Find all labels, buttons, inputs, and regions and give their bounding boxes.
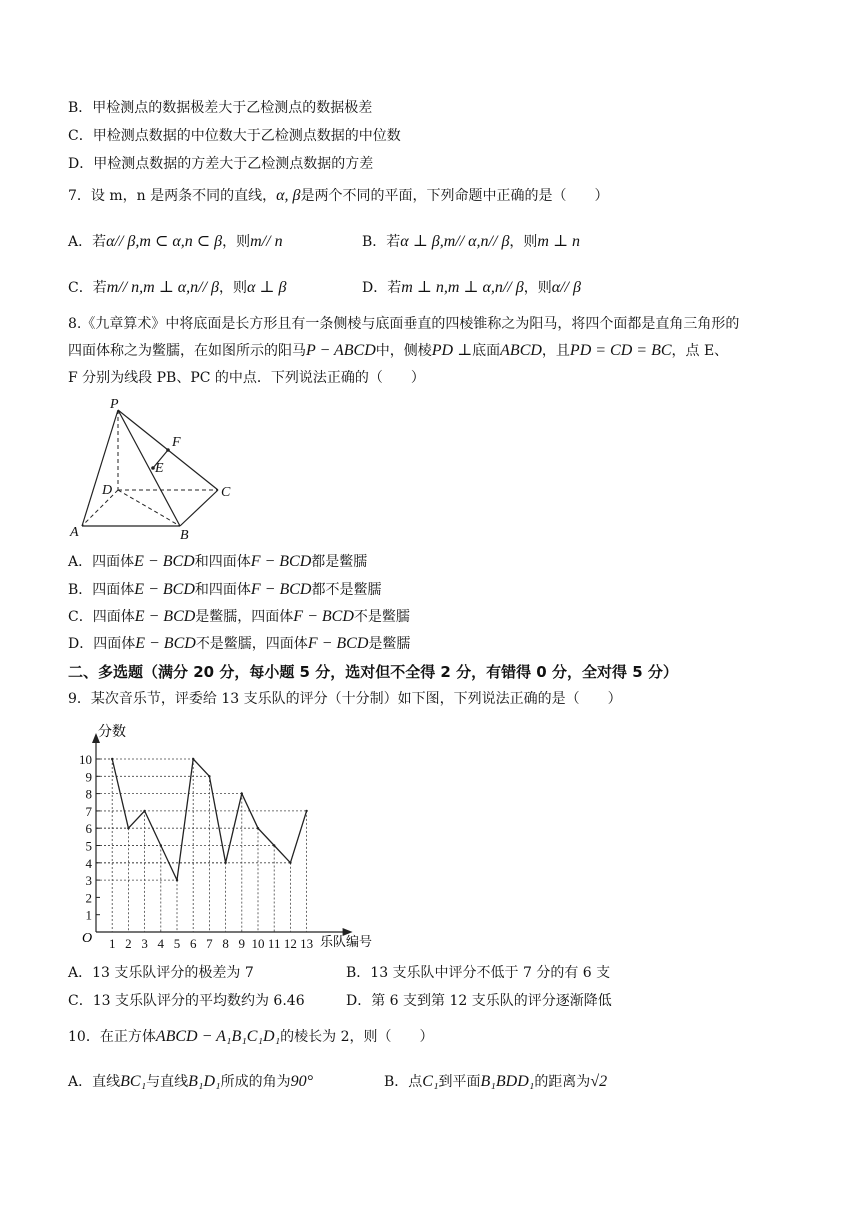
x-tick-label: 8 [222,936,229,951]
y-tick-label: 2 [85,890,92,906]
x-tick-label: 5 [173,936,181,951]
x-tick-label: 9 [238,936,246,951]
q10-stem: 10．在正方体ABCD − A₁B₁C₁D₁的棱长为 2，则（ ） [68,1028,434,1045]
q6-option-d: D．甲检测点数据的方差大于乙检测点数据的方差 [68,156,374,172]
q10-option-b: B．点C₁到平面B₁BDD₁的距离为√2 [384,1073,608,1090]
edge-pa [82,410,118,526]
y-tick-label: 1 [85,907,92,923]
x-tick-label: 7 [206,936,213,951]
origin-label: O [82,931,93,946]
q7-option-a: A．若α// β,m ⊂ α,n ⊂ β，则m// n [68,233,283,250]
data-point [241,792,243,794]
label-b: B [180,528,189,543]
edge-pb [118,410,180,526]
q8-option-b: B．四面体E − BCD和四面体F − BCD都不是鳖臑 [68,581,382,598]
q7-option-d: D．若m ⊥ n,m ⊥ α,n// β，则α// β [362,279,581,296]
q9-score-chart [66,716,396,956]
q8-stem-line1: 8.《九章算术》中将底面是长方形且有一条侧棱与底面垂直的四棱锥称之为阳马，将四个面都是直角三角形的 [68,316,740,332]
q7-stem: 7．设 m，n 是两条不同的直线，α, β是两个不同的平面，下列命题中正确的是（ ） [68,187,609,204]
data-point [224,862,226,864]
x-tick-label: 6 [189,936,197,951]
x-tick-label: 10 [251,936,265,951]
q8-pyramid-figure [66,394,246,544]
y-tick-label: 9 [85,769,92,785]
q6-option-b: B．甲检测点的数据极差大于乙检测点的数据极差 [68,100,373,116]
q8-option-d: D．四面体E − BCD不是鳖臑，四面体F − BCD是鳖臑 [68,635,411,652]
q9-stem: 9．某次音乐节，评委给 13 支乐队的评分（十分制）如下图，下列说法正确的是（ ） [68,691,622,707]
x-tick-label: 12 [283,936,297,951]
y-tick-label: 5 [85,838,92,854]
label-f: F [172,435,181,450]
data-point [111,758,113,760]
section2-heading: 二、多选题（满分 20 分，每小题 5 分，选对但不全得 2 分，有错得 0 分，全对得 5 分） [68,663,678,681]
q7-option-c: C．若m// n,m ⊥ α,n// β，则α ⊥ β [68,279,287,296]
q9-option-d: D．第 6 支到第 12 支乐队的评分逐渐降低 [346,993,612,1009]
y-axis-label: 分数 [98,724,126,740]
y-tick-label: 7 [85,803,92,819]
q6-option-c: C．甲检测点数据的中位数大于乙检测点数据的中位数 [68,128,401,144]
q9-option-a: A．13 支乐队评分的极差为 7 [68,965,254,981]
q9-option-c: C．13 支乐队评分的平均数约为 6.46 [68,993,305,1009]
label-d: D [102,483,113,498]
y-tick-label: 3 [85,873,92,889]
data-point [176,879,178,881]
q8-stem-line2: 四面体称之为鳖臑，在如图所示的阳马P − ABCD中，侧棱PD ⊥底面ABCD，且PD = CD = BC，点 E、 [68,342,729,359]
x-tick-label: 3 [141,936,148,951]
x-tick-label: 11 [267,936,281,951]
label-p: P [110,397,119,412]
q8-option-c: C．四面体E − BCD是鳖臑，四面体F − BCD不是鳖臑 [68,608,410,625]
label-a: A [70,525,79,540]
y-tick-label: 6 [85,821,92,837]
data-point [192,758,194,760]
data-point [208,775,210,777]
x-tick-label: 4 [157,936,165,951]
x-tick-label: 13 [300,936,314,951]
data-point [305,810,307,812]
y-tick-label: 4 [85,855,92,871]
q8-option-a: A．四面体E − BCD和四面体F − BCD都是鳖臑 [68,553,368,570]
data-point [160,844,162,846]
y-tick-label: 10 [79,752,92,767]
q10-option-a: A．直线BC₁与直线B₁D₁所成的角为90° [68,1073,313,1090]
data-point [289,862,291,864]
data-point [257,827,259,829]
label-c: C [221,485,231,500]
x-tick-label: 1 [108,936,116,951]
label-e: E [155,461,164,476]
q7-option-b: B．若α ⊥ β,m// α,n// β，则m ⊥ n [362,233,581,250]
x-axis-label: 乐队编号 [320,935,373,950]
x-tick-label: 2 [125,936,132,951]
edge-bc [180,490,218,526]
q9-option-b: B．13 支乐队中评分不低于 7 分的有 6 支 [346,965,611,981]
q8-stem-line3: F 分别为线段 PB、PC 的中点．下列说法正确的（ ） [68,370,425,386]
data-point [127,827,129,829]
y-tick-label: 8 [85,786,92,802]
point-f [166,448,170,452]
data-point [273,844,275,846]
data-point [143,810,145,812]
